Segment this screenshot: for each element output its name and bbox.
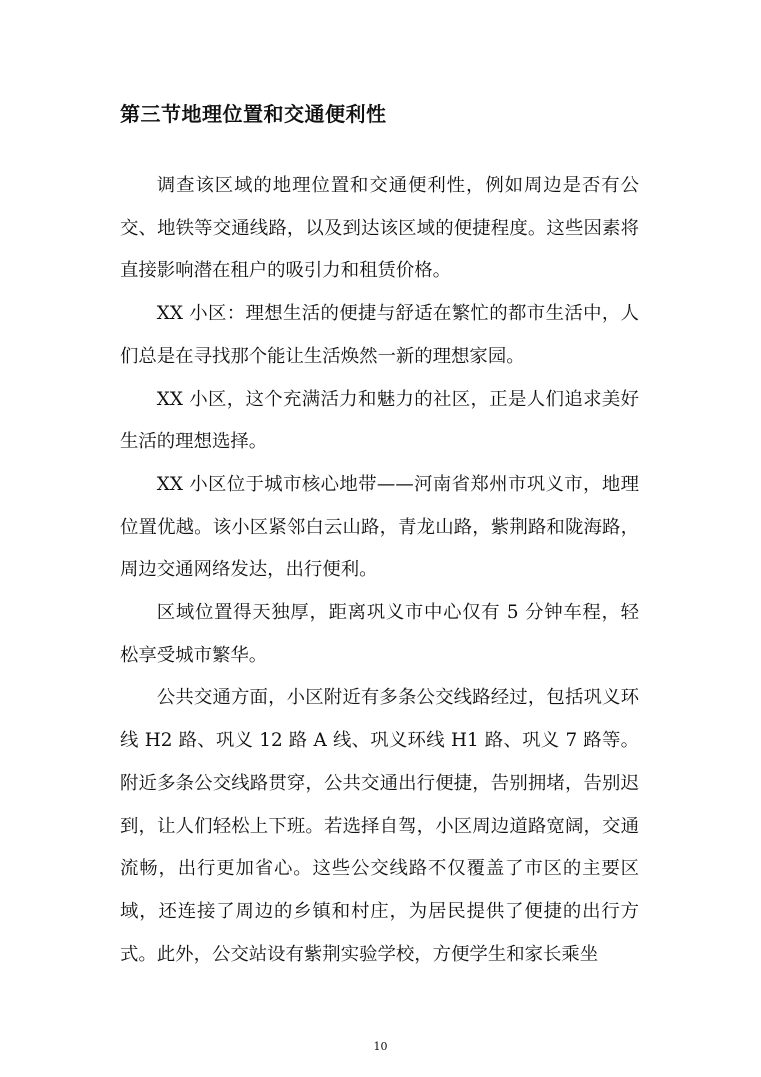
paragraph-intro: XX 小区：理想生活的便捷与舒适在繁忙的都市生活中，人们总是在寻找那个能让生活焕然一新的理想家园。: [120, 303, 639, 367]
page-number: 10: [373, 1040, 388, 1053]
paragraph-location: XX 小区位于城市核心地带——河南省郑州市巩义市，地理位置优越。该小区紧邻白云山路，青龙山路，紫荆路和陇海路，周边交通网络发达，出行便利。: [120, 473, 639, 581]
paragraph-distance: 区域位置得天独厚，距离巩义市中心仅有 5 分钟车程，轻松享受城市繁华。: [120, 602, 639, 666]
paragraph-community: XX 小区，这个充满活力和魅力的社区，正是人们追求美好生活的理想选择。: [120, 388, 639, 453]
paragraph-survey: 调查该区域的地理位置和交通便利性，例如周边是否有公交、地铁等交通线路，以及到达该区域的便捷程度。这些因素将直接影响潜在租户的吸引力和租赁价格。: [120, 175, 639, 282]
body-text: [120, 165, 639, 976]
paragraph-transit: 公共交通方面，小区附近有多条公交线路经过，包括巩义环线 H2 路、巩义 12 路 A 线、巩义环线 H1 路、巩义 7 路等。附近多条公交线路贯穿，公共交通出行便捷，告别拥堵，告别迟到，让人们轻松上下班。若选择自驾，小区周边道路宽阔，交通流畅，出行更加省心。这些公交线路不仅覆盖了市区的主要区域，还连接了周边的乡镇和村庄，为居民提供了便捷的出行方式。此外，公交站设有紫荆实验学校，方便学生和家长乘坐: [120, 687, 639, 965]
page-title: 第三节地理位置和交通便利性: [120, 102, 387, 126]
